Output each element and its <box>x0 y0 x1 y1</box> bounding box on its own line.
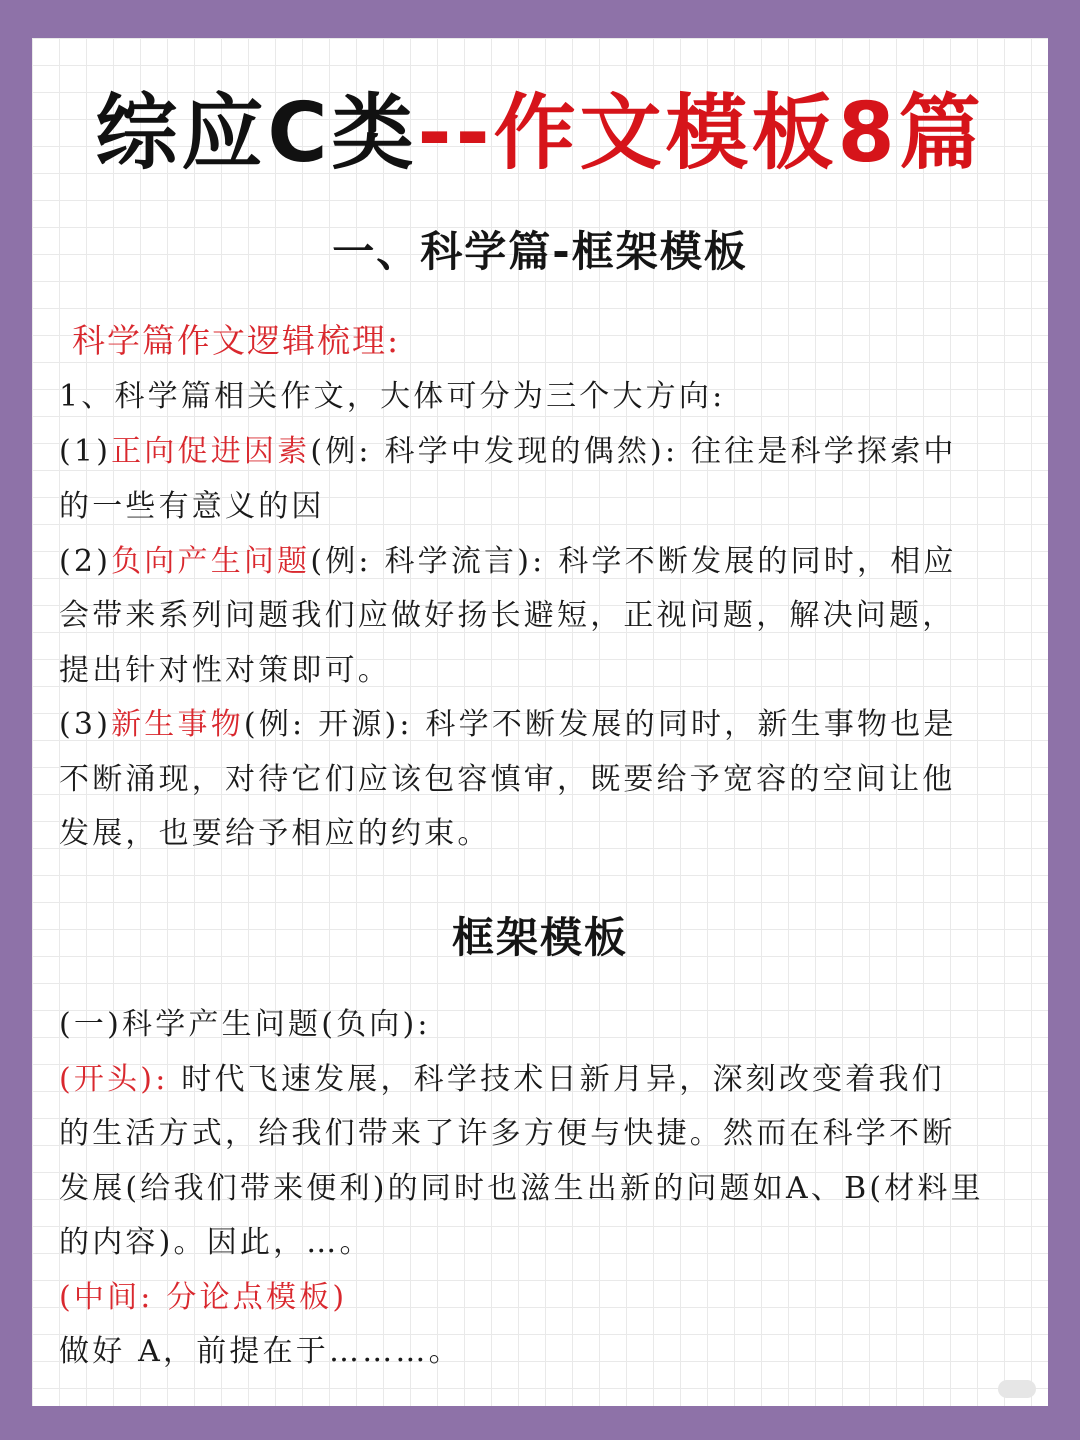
direction-3-line-3: 发展，也要给予相应的约束。 <box>59 816 491 851</box>
subsection-heading: (一)科学产生问题(负向): <box>59 1007 431 1042</box>
middle-label: (中间: 分论点模板) <box>59 1280 348 1315</box>
direction-1-line-1 <box>59 425 1024 479</box>
direction-2-keyword: 负向产生问题 <box>111 544 311 579</box>
intro-line: 1、科学篇相关作文，大体可分为三个大方向: <box>59 379 726 414</box>
opening-line-4: 的内容)。因此，…。 <box>59 1225 373 1260</box>
section-heading-framework: 框架模板 <box>451 913 628 962</box>
direction-2-line-1 <box>59 535 1024 589</box>
direction-2-line-2: 会带来系列问题我们应做好扬长避短，正视问题，解决问题， <box>59 598 956 633</box>
template-line: 做好 A，前提在于………。 <box>59 1334 462 1369</box>
title-black-part: 综应C类 <box>95 86 418 181</box>
direction-3-keyword: 新生事物 <box>111 707 244 742</box>
opening-text: 时代飞速发展，科学技术日新月异，深刻改变着我们 <box>181 1062 945 1097</box>
grid-paper <box>32 38 1048 1406</box>
direction-1-keyword: 正向促进因素 <box>111 434 311 469</box>
direction-1-text: (例: 科学中发现的偶然): 往往是科学探索中 <box>310 434 957 469</box>
opening-label: (开头): <box>59 1062 169 1097</box>
direction-3-line-2: 不断涌现，对待它们应该包容慎审，既要给予宽容的空间让他 <box>59 762 956 797</box>
title-red-part: --作文模板8篇 <box>417 86 985 181</box>
logic-heading: 科学篇作文逻辑梳理: <box>72 321 401 360</box>
direction-1-line-2: 的一些有意义的因 <box>59 489 325 524</box>
direction-2-text: (例: 科学流言): 科学不断发展的同时，相应 <box>310 544 957 579</box>
opening-line-1 <box>59 1053 1024 1107</box>
opening-line-2: 的生活方式，给我们带来了许多方便与快捷。然而在科学不断 <box>59 1116 956 1151</box>
direction-3-line-1 <box>59 698 1024 752</box>
direction-1-number: (1) <box>59 434 112 469</box>
direction-2-number: (2) <box>59 544 112 579</box>
opening-line-3: 发展(给我们带来便利)的同时也滋生出新的问题如A、B(材料里 <box>59 1171 984 1206</box>
watermark-badge <box>998 1380 1036 1398</box>
section-heading-science: 一、科学篇-框架模板 <box>332 227 748 276</box>
direction-3-text: (例: 开源): 科学不断发展的同时，新生事物也是 <box>243 707 957 742</box>
direction-3-number: (3) <box>59 707 112 742</box>
direction-2-line-3: 提出针对性对策即可。 <box>59 653 391 688</box>
page-title <box>32 84 1048 184</box>
